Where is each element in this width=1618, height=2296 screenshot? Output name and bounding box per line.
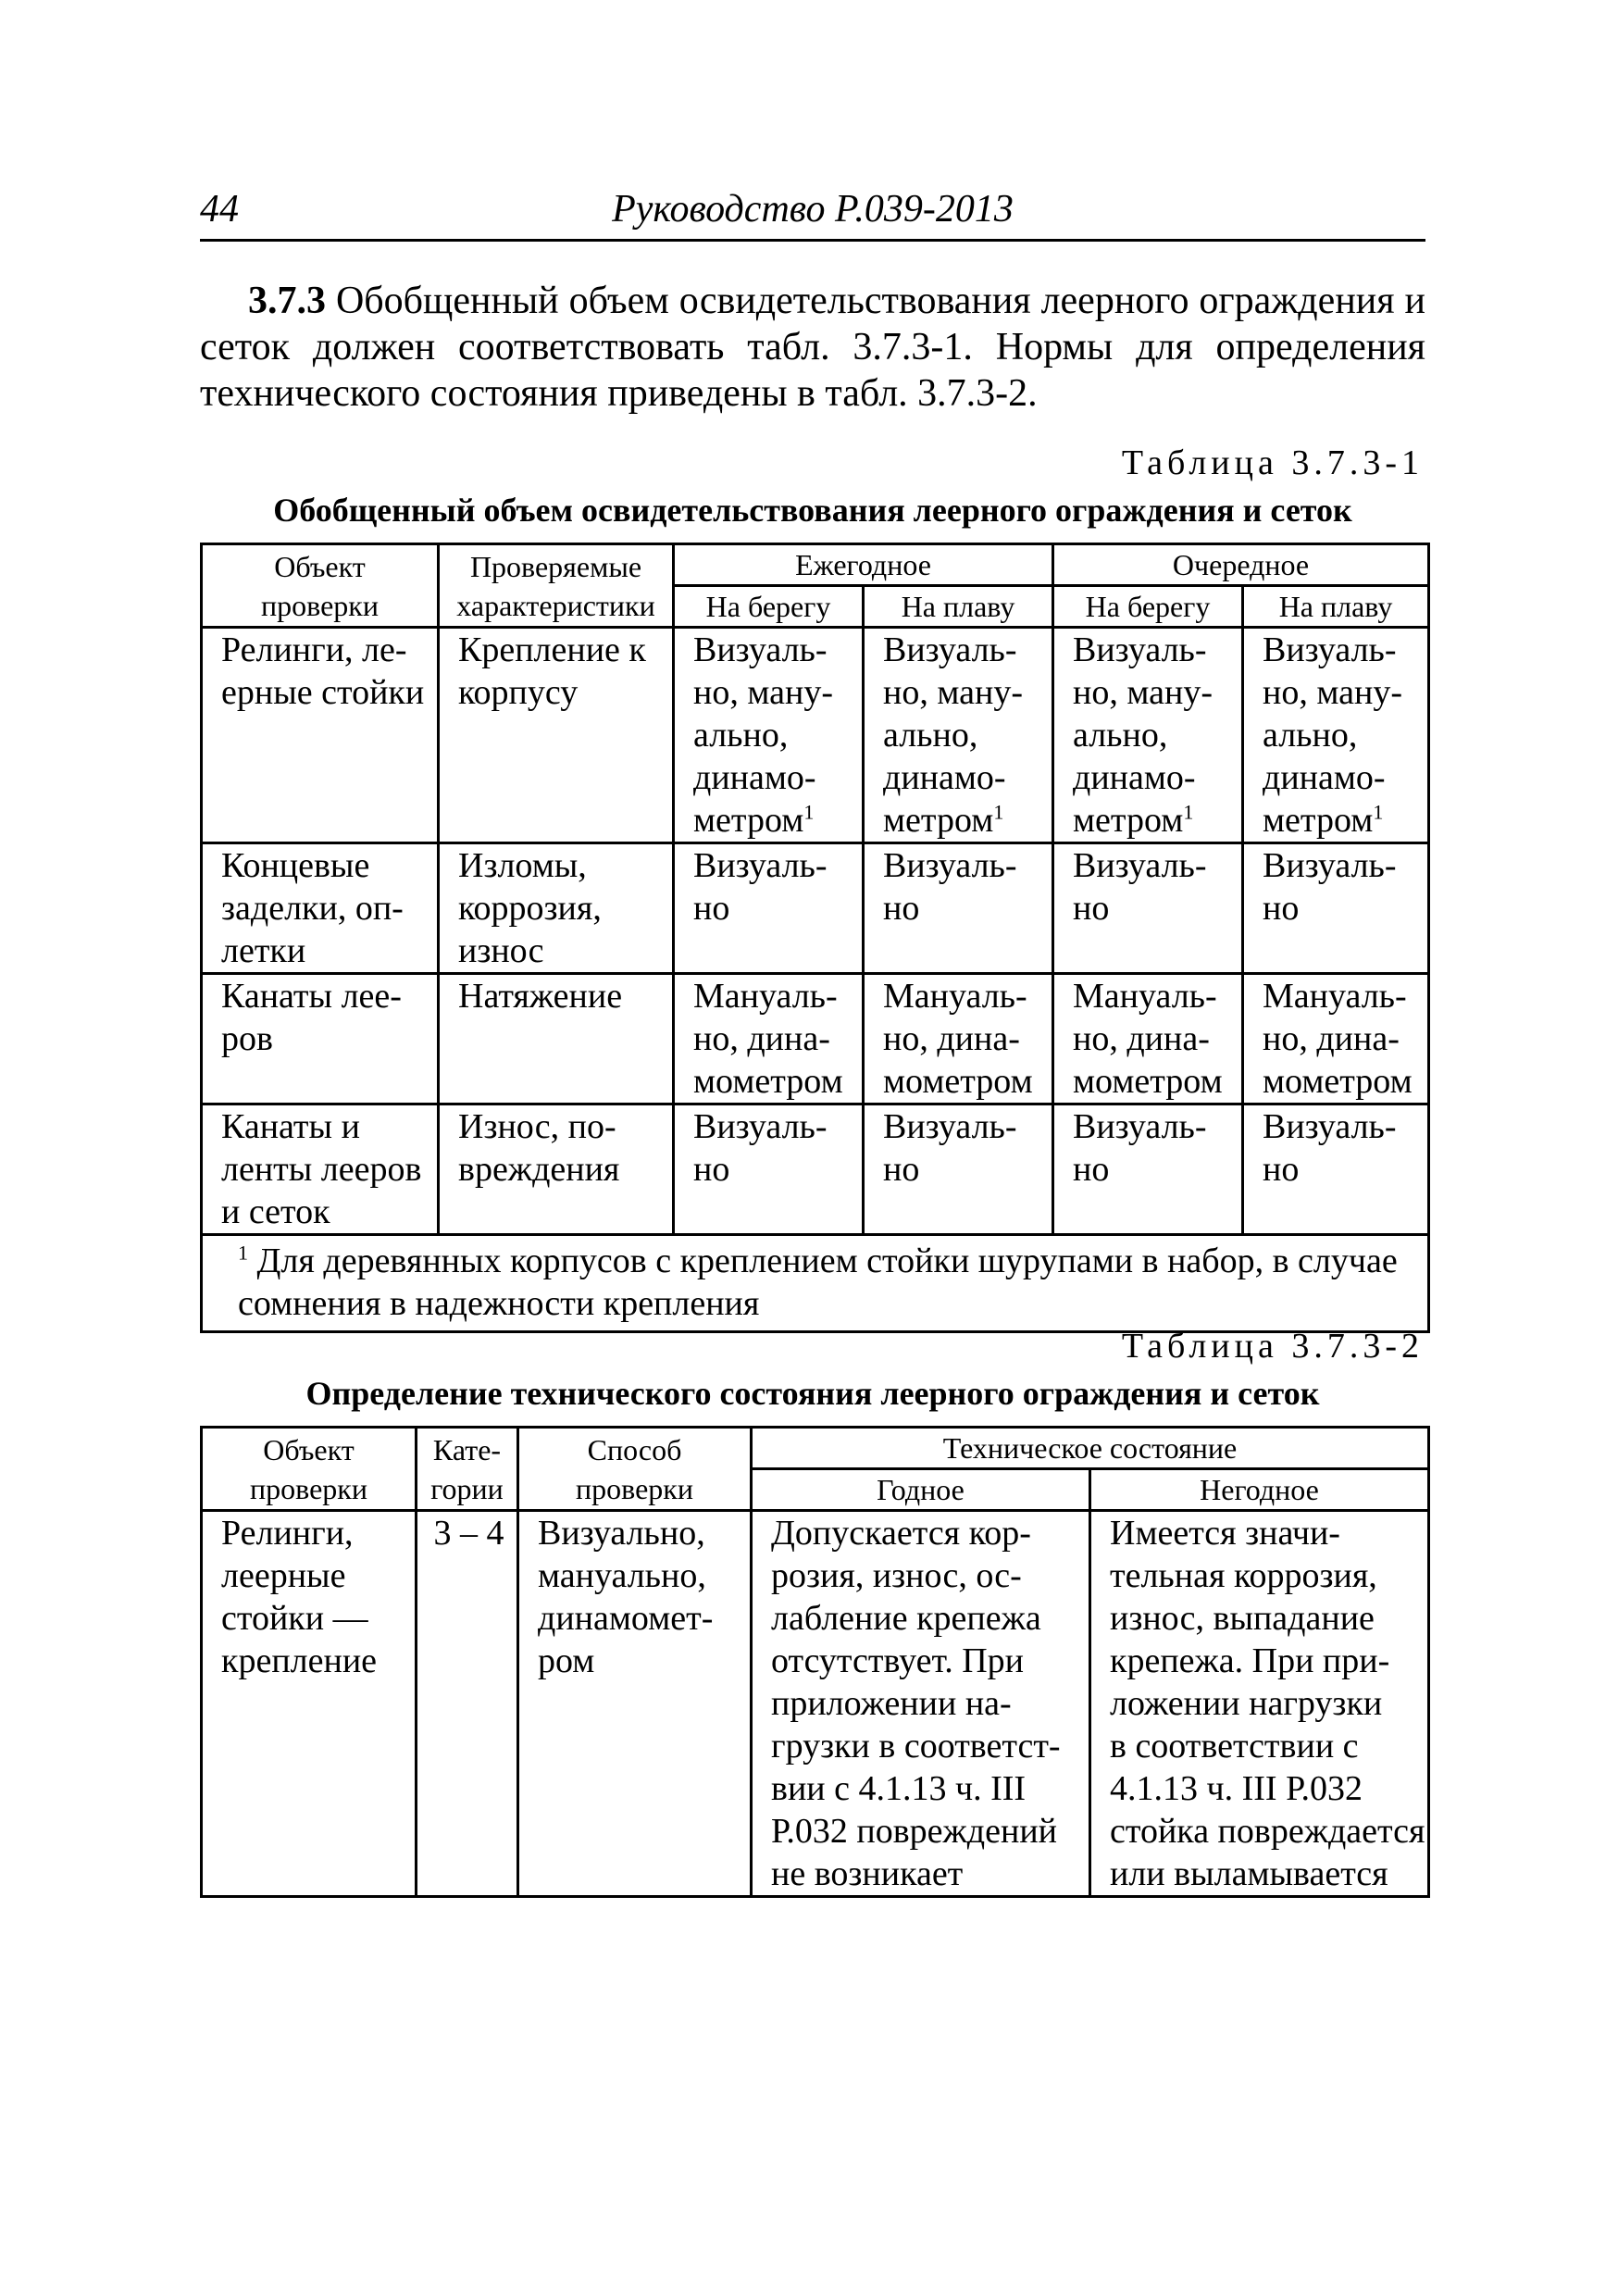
intro-paragraph xyxy=(200,278,1425,417)
cell-unfit: Имеется значи- тельная коррозия, износ, выпадание крепежа. При при- ложении нагрузки в соответствии с 4.1.13 ч. III Р.032 стойка повреждается или выламывается xyxy=(1090,1511,1429,1897)
table-row xyxy=(202,628,1429,843)
cell-method-periodic-afloat: Мануаль- но, дина- мометром xyxy=(1243,974,1429,1104)
header-fit: Годное xyxy=(752,1469,1090,1511)
header-periodic: Очередное xyxy=(1053,544,1429,586)
cell-object: Канаты лее- ров xyxy=(202,974,439,1104)
cell-characteristic: Натяжение xyxy=(439,974,674,1104)
header-method: Способ проверки xyxy=(518,1428,752,1511)
cell-object: Релинги, ле- ерные стойки xyxy=(202,628,439,843)
cell-method-annual-afloat: Визуаль- но xyxy=(864,1104,1053,1235)
footnote-mark: 1 xyxy=(993,800,1004,824)
cell-method-annual-ashore: Мануаль- но, дина- мометром xyxy=(674,974,864,1104)
cell-method-periodic-afloat: Визуаль- но xyxy=(1243,1104,1429,1235)
cell-method-annual-afloat: Визуаль- но xyxy=(864,843,1053,974)
cell-fit: Допускается кор- розия, износ, ос- лабление крепежа отсутствует. При приложении на- грузки в соответст- вии с 4.1.13 ч. III Р.032 повреждений не возникает xyxy=(752,1511,1090,1897)
cell-method-annual-afloat: Визуаль- но, ману- ально, динамо- метром$^1$ xyxy=(864,628,1053,843)
table1-footnote xyxy=(202,1235,1429,1332)
footnote-mark: 1 xyxy=(1183,800,1194,824)
intro-text: Обобщенный объем освидетельствования леерного ограждения и сеток должен соответствовать табл. 3.7.3-1. Нормы для определения технического состояния приведены в табл. 3.7.3-2. xyxy=(200,280,1426,415)
header-periodic-afloat: На плаву xyxy=(1243,586,1429,628)
cell-object: Концевые заделки, оп- летки xyxy=(202,843,439,974)
header-category: Кате- гории xyxy=(417,1428,518,1511)
cell-characteristic: Изломы, коррозия, износ xyxy=(439,843,674,974)
table1-number: Таблица 3.7.3-1 xyxy=(1121,443,1424,482)
cell-method-annual-ashore: Визуаль- но xyxy=(674,1104,864,1235)
running-title: Руководство Р.039-2013 xyxy=(612,188,1014,231)
table1-title: Обобщенный объем освидетельствования леерного ограждения и сеток xyxy=(273,492,1352,529)
footnote-text: Для деревянных корпусов с креплением стойки шурупами в набор, в случае сомнения в надежности крепления xyxy=(238,1242,1398,1323)
cell-object: Релинги, леерные стойки — крепление xyxy=(202,1511,417,1897)
technical-condition-table xyxy=(200,1426,1430,1898)
header-annual: Ежегодное xyxy=(674,544,1053,586)
cell-method-annual-ashore: Визуаль- но xyxy=(674,843,864,974)
cell-method-periodic-ashore: Визуаль- но, ману- ально, динамо- метром$^1$ xyxy=(1053,628,1243,843)
cell-method-periodic-ashore: Мануаль- но, дина- мометром xyxy=(1053,974,1243,1104)
survey-scope-table xyxy=(200,543,1430,1333)
header-characteristics: Проверяемые характеристики xyxy=(439,544,674,628)
cell-method-periodic-ashore: Визуаль- но xyxy=(1053,1104,1243,1235)
header-periodic-ashore: На берегу xyxy=(1053,586,1243,628)
header-annual-ashore: На берегу xyxy=(674,586,864,628)
cell-method-periodic-afloat: Визуаль- но xyxy=(1243,843,1429,974)
survey-scope-body xyxy=(202,628,1429,1235)
table-row xyxy=(202,1104,1429,1235)
table-row xyxy=(202,843,1429,974)
table2-number: Таблица 3.7.3-2 xyxy=(1121,1327,1424,1366)
cell-method-annual-afloat: Мануаль- но, дина- мометром xyxy=(864,974,1053,1104)
section-number: 3.7.3 xyxy=(248,280,326,322)
footnote-mark: 1 xyxy=(803,800,815,824)
cell-characteristic: Крепление к корпусу xyxy=(439,628,674,843)
cell-method-annual-ashore: Визуаль- но, ману- ально, динамо- метром$^1$ xyxy=(674,628,864,843)
cell-method-periodic-afloat: Визуаль- но, ману- ально, динамо- метром$^1$ xyxy=(1243,628,1429,843)
footnote-mark: 1 xyxy=(238,1241,248,1265)
cell-category: 3 – 4 xyxy=(417,1511,518,1897)
table-row xyxy=(202,974,1429,1104)
cell-object: Канаты и ленты лееров и сеток xyxy=(202,1104,439,1235)
footnote-mark: 1 xyxy=(1373,800,1384,824)
page-number: 44 xyxy=(200,188,239,231)
header-object: Объект проверки xyxy=(202,1428,417,1511)
header-technical-state: Техническое состояние xyxy=(752,1428,1429,1469)
header-object: Объект проверки xyxy=(202,544,439,628)
cell-method: Визуально, мануально, динамомет- ром xyxy=(518,1511,752,1897)
table-row xyxy=(202,1511,1429,1897)
cell-characteristic: Износ, по- вреждения xyxy=(439,1104,674,1235)
table2-title: Определение технического состояния леерного ограждения и сеток xyxy=(305,1375,1320,1412)
cell-method-periodic-ashore: Визуаль- но xyxy=(1053,843,1243,974)
header-annual-afloat: На плаву xyxy=(864,586,1053,628)
header-unfit: Негодное xyxy=(1090,1469,1429,1511)
page-header xyxy=(200,185,1425,242)
